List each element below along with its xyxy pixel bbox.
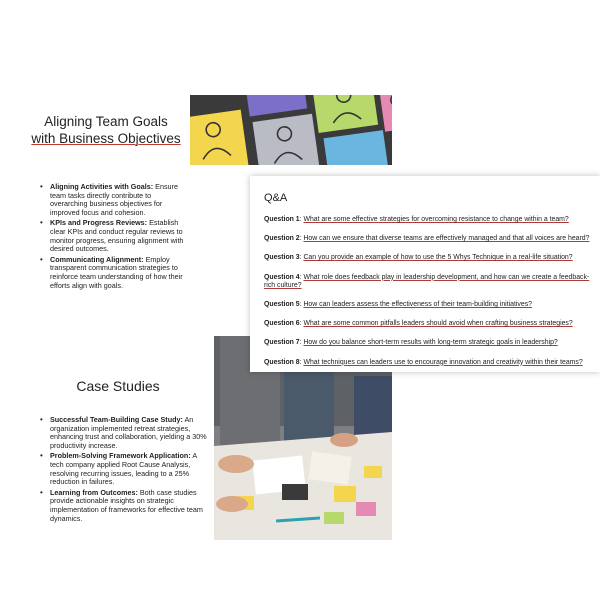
list-item: Question 5: How can leaders assess the effectiveness of their team-building initiatives?: [264, 301, 532, 309]
list-item: Question 4: What role does feedback play in leadership development, and how can we create a feedback-rich culture?: [264, 273, 590, 289]
question-text: What techniques can leaders use to encourage innovation and creativity within their teams?: [303, 358, 583, 366]
question-label: Question 3: [264, 254, 300, 262]
bullet-heading: Aligning Activities with Goals:: [50, 182, 154, 191]
list-item: Question 1: What are some effective strategies for overcoming resistance to change within a team?: [264, 216, 569, 223]
question-list: [264, 216, 592, 372]
title-line-2: [22, 130, 190, 147]
bullet-text: Both case studies provide actionable insights on strategic implementation of frameworks for effective team dynamics.: [50, 487, 203, 523]
bullet-text: An organization implemented retreat strategies, enhancing trust and collaboration, yielding a 30% productivity increase.: [50, 415, 207, 450]
list-item: Question 2: How can we ensure that diverse teams are effectively managed and that all voices are heard?: [264, 235, 590, 243]
question-label: Question 1: [264, 216, 300, 223]
people-icon: [190, 95, 392, 165]
bullet-text: A tech company applied Root Cause Analysis, resolving recurring issues, leading to a 25% reduction in failures.: [50, 451, 197, 487]
question-label: Question 6: [264, 320, 300, 328]
question-label: Question 7: [264, 339, 300, 347]
list-item: [36, 452, 208, 486]
list-item: Question 8: What techniques can leaders use to encourage innovation and creativity within their teams?: [264, 358, 583, 366]
bullet-heading: KPIs and Progress Reviews:: [50, 218, 148, 228]
question-text: What are some common pitfalls leaders should avoid when crafting business strategies?: [303, 320, 573, 328]
question-text: How do you balance short-term results with long-term strategic goals in leadership?: [303, 339, 558, 347]
question-label: Question 5: [264, 301, 300, 309]
question-text: How can leaders assess the effectiveness of their team-building initiatives?: [303, 301, 532, 309]
title-line-2-text: with Business Objectives: [31, 131, 181, 146]
slide-title: Case Studies: [76, 378, 160, 394]
bullet-heading: Problem-Solving Framework Application:: [50, 451, 191, 461]
question-text: What are some effective strategies for overcoming resistance to change within a team?: [303, 216, 569, 223]
list-item: [36, 256, 186, 290]
bullet-text: Ensure team tasks directly contribute to overarching business objectives for improved focus and cohesion.: [50, 182, 178, 217]
list-item: Question 3: Can you provide an example of how to use the 5 Whys Technique in a real-life situation?: [264, 254, 573, 262]
question-label: Question 4: [264, 273, 300, 281]
slide-title: [22, 113, 190, 147]
bullet-text: Establish clear KPIs and conduct regular reviews to monitor progress, ensuring alignment with desired outcomes.: [50, 218, 184, 254]
list-item: Question 6: What are some common pitfalls leaders should avoid when crafting business strategies?: [264, 320, 573, 328]
list-item: [36, 219, 186, 253]
list-item: Question 7: How do you balance short-term results with long-term strategic goals in leadership?: [264, 339, 558, 347]
question-text: Can you provide an example of how to use the 5 Whys Technique in a real-life situation?: [303, 254, 573, 262]
list-item: [36, 416, 208, 450]
slide-title: Q&A: [264, 192, 288, 204]
bullet-text: Employ transparent communication strategies to reinforce team understanding of how their efforts align with goals.: [50, 254, 183, 290]
list-item: [36, 183, 186, 217]
slide-qa: [250, 176, 600, 372]
bullet-heading: Successful Team-Building Case Study:: [50, 415, 183, 424]
title-line-1: Aligning Team Goals: [44, 114, 168, 129]
question-text: What role does feedback play in leadership development, and how can we create a feedback-rich culture?: [264, 273, 590, 289]
question-label: Question 2: [264, 235, 300, 243]
question-text: How can we ensure that diverse teams are effectively managed and that all voices are heard?: [303, 235, 590, 243]
bullet-heading: Communicating Alignment:: [50, 254, 144, 264]
question-label: Question 8: [264, 358, 300, 366]
bullet-list: [36, 183, 186, 292]
bullet-list: [36, 416, 208, 525]
sticky-notes-photo: [190, 95, 392, 165]
list-item: [36, 489, 208, 523]
bullet-heading: Learning from Outcomes:: [50, 487, 138, 497]
